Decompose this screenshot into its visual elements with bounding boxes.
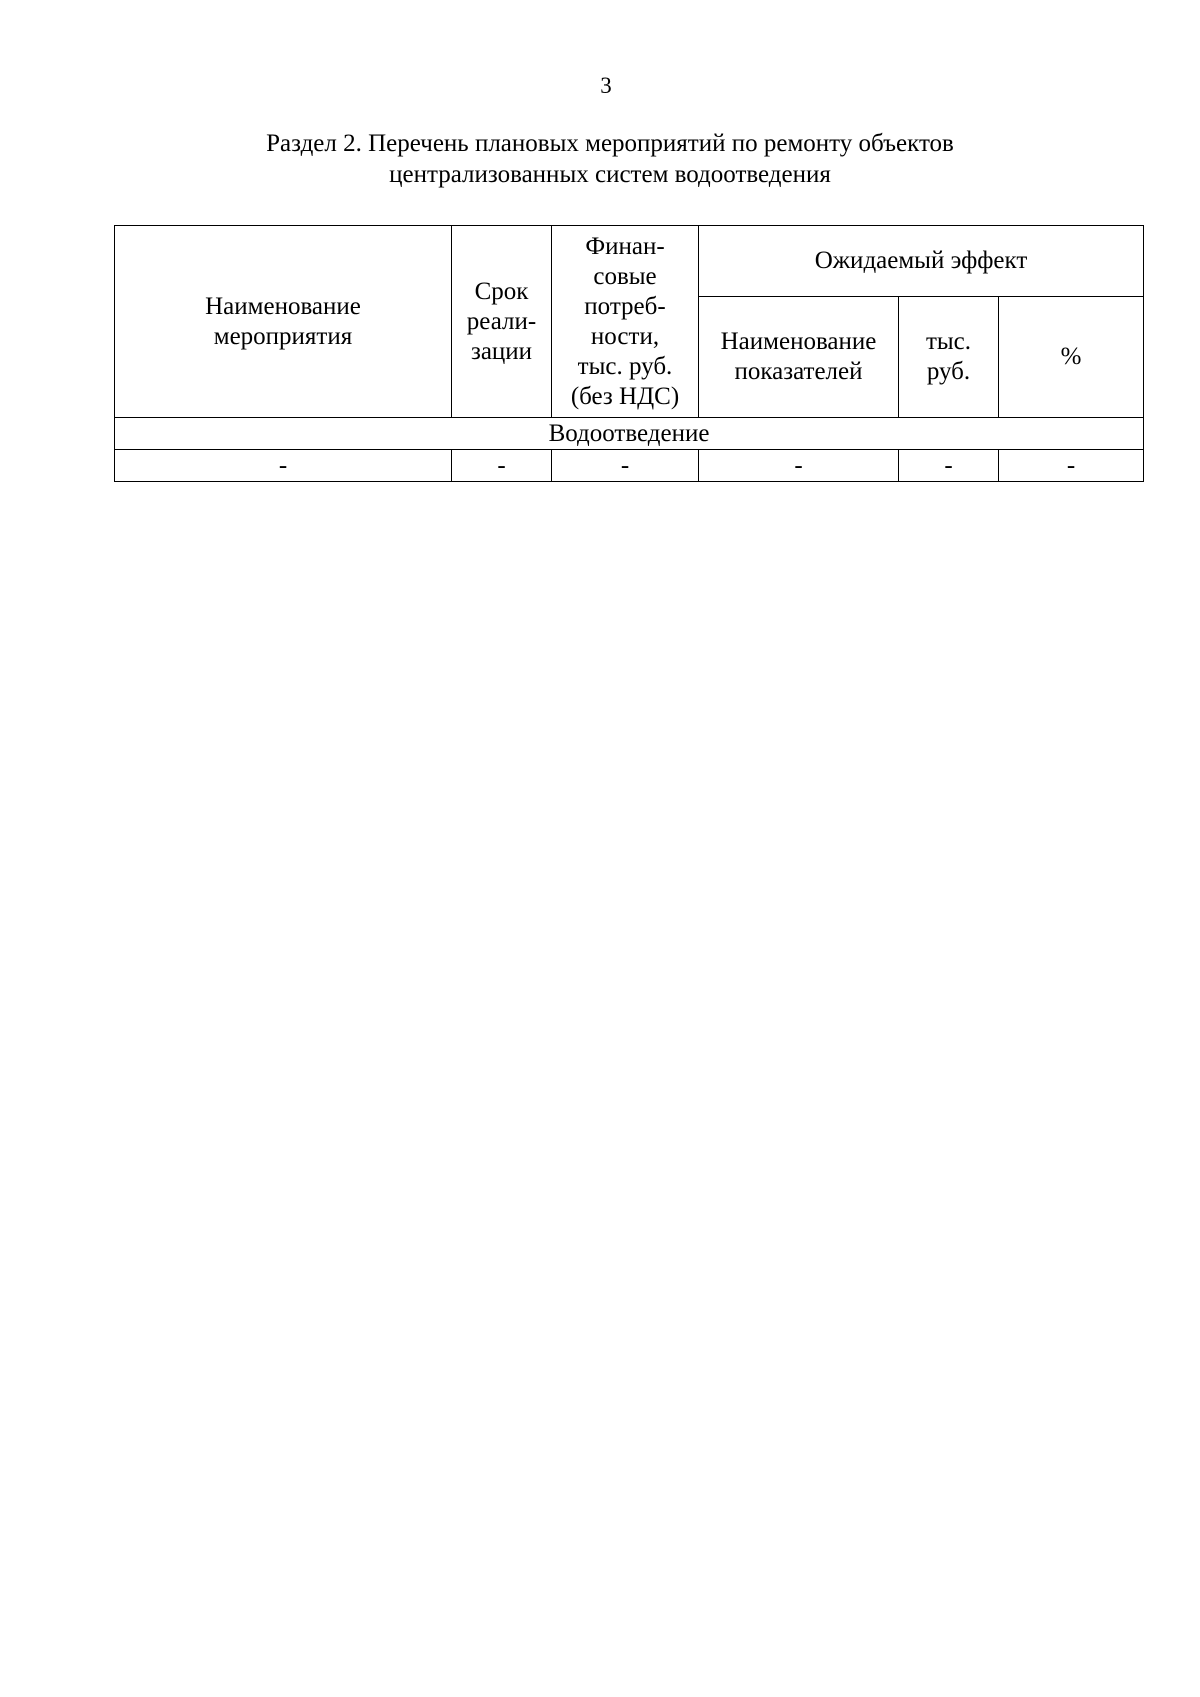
header-activity-name: [115, 226, 452, 418]
header-finance-line: ности,: [590, 322, 660, 350]
table-cell: -: [699, 450, 899, 482]
header-finance-line: потреб-: [584, 292, 666, 320]
header-term-line: Срок: [474, 277, 529, 305]
header-percent: %: [999, 297, 1144, 418]
section-row-label: Водоотведение: [115, 418, 1144, 450]
header-activity-name-line: Наименование: [205, 292, 361, 320]
section-title-line-2: централизованных систем водоотведения: [389, 161, 831, 188]
header-row-1: [115, 226, 1144, 297]
repair-plan-table: [114, 225, 1144, 482]
header-indicators-line: Наименование: [720, 328, 877, 355]
header-thousand-rub-line: руб.: [926, 358, 971, 385]
header-thousand-rub-line: тыс.: [925, 328, 972, 355]
header-finance-line: совые: [593, 262, 657, 290]
header-finance-line: Финан-: [585, 232, 665, 260]
header-finance: [552, 226, 699, 418]
table-cell: -: [999, 450, 1144, 482]
section-title-line-1: Раздел 2. Перечень плановых мероприятий по ремонту объектов: [266, 130, 954, 157]
section-row: [115, 418, 1144, 450]
header-activity-name-line: мероприятия: [213, 322, 353, 350]
header-term-line: реали-: [466, 307, 537, 335]
header-finance-line: тыс. руб.: [577, 352, 673, 380]
section-title: [160, 128, 1060, 190]
table-row: [115, 450, 1144, 482]
header-term: [452, 226, 552, 418]
header-indicators: [699, 297, 899, 418]
header-indicators-line: показателей: [734, 358, 863, 385]
table-cell: -: [115, 450, 452, 482]
page-number: 3: [600, 73, 612, 98]
table-cell: -: [552, 450, 699, 482]
header-finance-line: (без НДС): [570, 382, 680, 410]
header-term-line: зации: [470, 337, 533, 365]
header-thousand-rub: [899, 297, 999, 418]
table-cell: -: [452, 450, 552, 482]
table-cell: -: [899, 450, 999, 482]
header-expected-effect: Ожидаемый эффект: [699, 226, 1144, 297]
